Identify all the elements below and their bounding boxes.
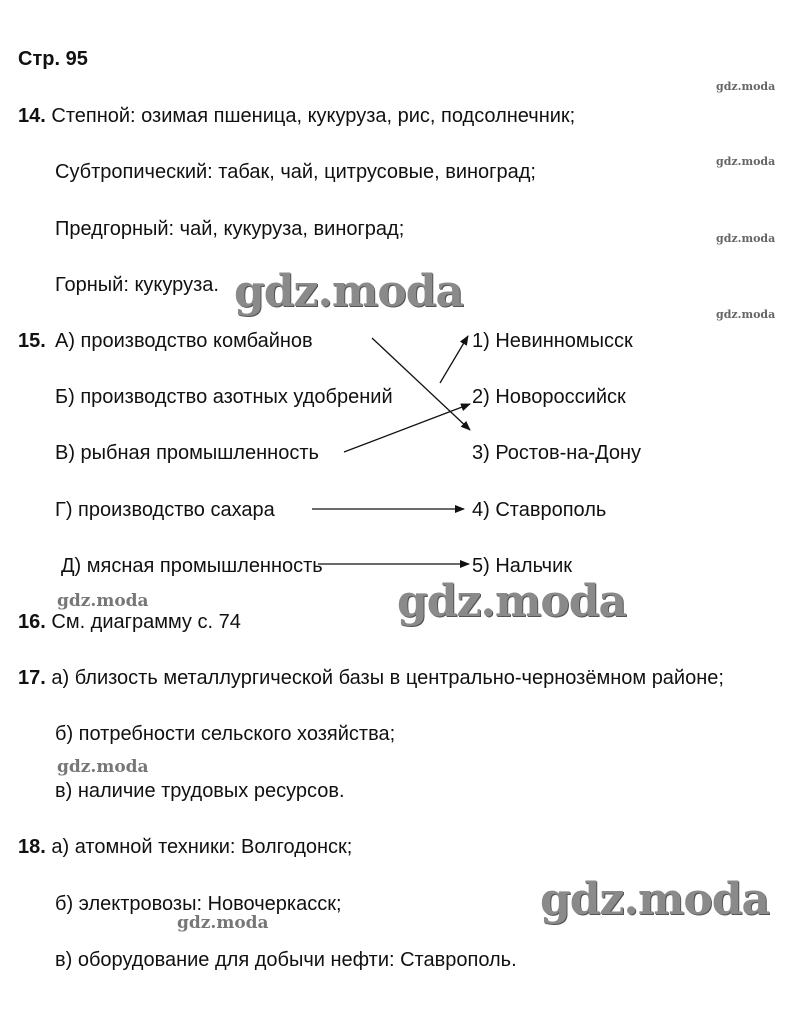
task-14-line-2: Субтропический: табак, чай, цитрусовые, виноград;	[55, 161, 536, 183]
match-left-d: Г) производство сахара	[55, 499, 275, 521]
watermark: gdz.moda	[716, 80, 776, 93]
match-right-4: 4) Ставрополь	[472, 499, 607, 521]
arrow-b-to-1	[440, 336, 468, 383]
watermark: gdz.moda	[716, 232, 776, 245]
match-left-c: В) рыбная промышленность	[55, 442, 319, 464]
task-17-line-3: в) наличие трудовых ресурсов.	[55, 780, 345, 802]
watermark: gdz.moda	[716, 308, 776, 321]
watermark-large: gdz.moda	[397, 576, 627, 627]
watermark-large: gdz.moda	[234, 266, 464, 317]
match-right-1: 1) Невинномысск	[472, 330, 633, 352]
watermark: gdz.moda	[716, 155, 776, 168]
task-number: 15.	[18, 330, 46, 352]
watermark-large: gdz.moda	[540, 874, 770, 925]
task-18-line-3: в) оборудование для добычи нефти: Ставрополь.	[55, 949, 517, 971]
task-number: 18.	[18, 836, 46, 858]
task-text: См. диаграмму с. 74	[51, 611, 241, 633]
watermark: gdz.moda	[57, 591, 149, 611]
task-text: а) близость металлургической базы в центрально-чернозёмном районе;	[51, 667, 724, 689]
task-text: а) атомной техники: Волгодонск;	[51, 836, 353, 858]
task-17-line-2: б) потребности сельского хозяйства;	[55, 723, 396, 745]
match-right-2: 2) Новороссийск	[472, 386, 626, 408]
arrow-c-to-2	[344, 404, 470, 452]
task-18-line-1	[18, 835, 352, 859]
task-16-line	[18, 610, 241, 634]
match-left-b: Б) производство азотных удобрений	[55, 386, 393, 408]
watermark: gdz.moda	[177, 913, 269, 933]
task-17-line-1	[18, 666, 724, 690]
page-title: Стр. 95	[18, 48, 88, 70]
task-14-line-3: Предгорный: чай, кукуруза, виноград;	[55, 218, 405, 240]
match-right-3: 3) Ростов-на-Дону	[472, 442, 642, 464]
match-right-5: 5) Нальчик	[472, 555, 572, 577]
watermark: gdz.moda	[57, 757, 149, 777]
match-left-a: А) производство комбайнов	[55, 330, 313, 352]
task-number: 17.	[18, 667, 46, 689]
task-number: 16.	[18, 611, 46, 633]
task-text: Степной: озимая пшеница, кукуруза, рис, подсолнечник;	[51, 105, 576, 127]
match-left-e: Д) мясная промышленность	[61, 555, 323, 577]
task-number: 14.	[18, 105, 46, 127]
task-14-line-4: Горный: кукуруза.	[55, 274, 219, 296]
task-18-line-2: б) электровозы: Новочеркасск;	[55, 893, 342, 915]
arrow-a-to-3	[372, 338, 470, 430]
